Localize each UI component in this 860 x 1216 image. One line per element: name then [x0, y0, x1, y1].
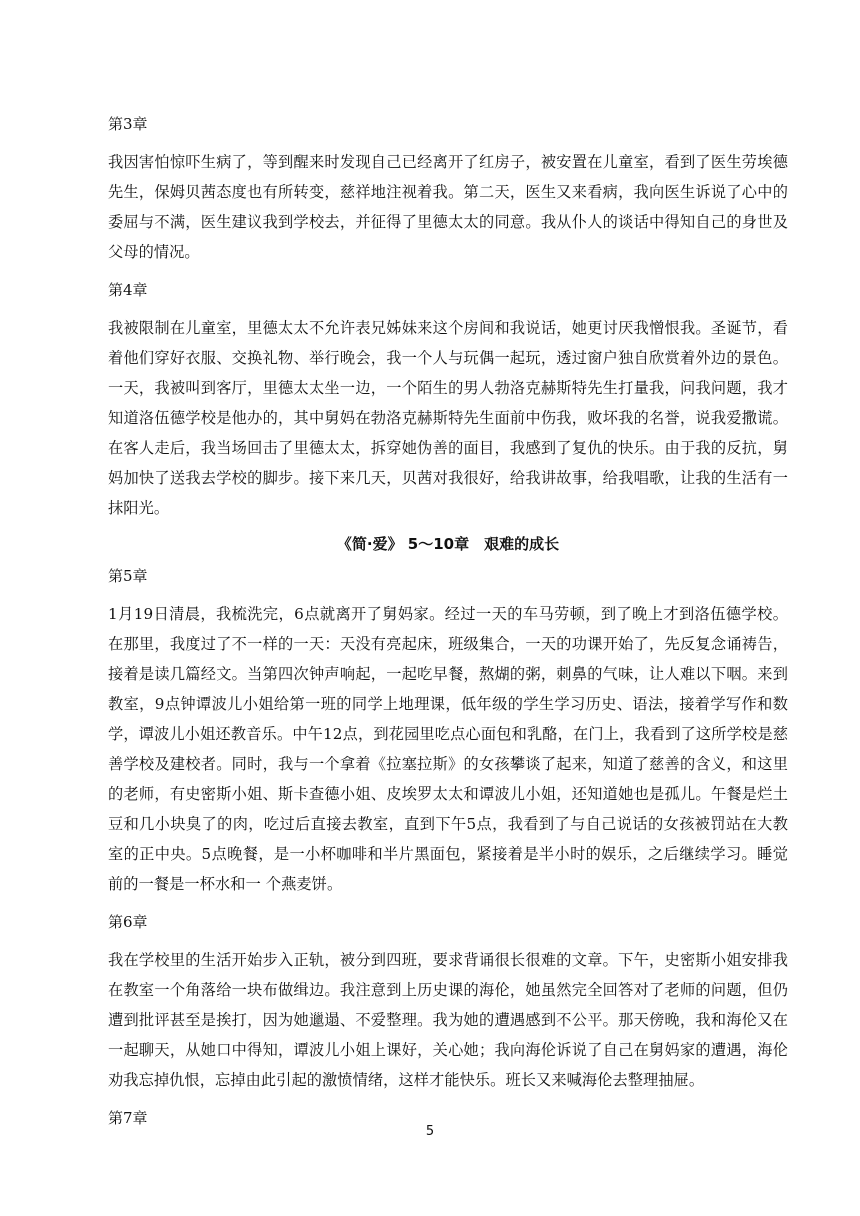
chapter-3-label: 第3章 — [108, 115, 148, 133]
chapter-4-paragraph: 我被限制在儿童室，里德太太不允许表兄姊妹来这个房间和我说话，她更讨厌我憎恨我。圣诞节，看着他们穿好衣服、交换礼物、举行晚会，我一个人与玩偶一起玩，透过窗户独自欣赏着外边的景色。一天，我被叫到客厅，里德太太坐一边，一个陌生的男人勃洛克赫斯特先生打量我，问我问题，我才知道洛伍德学校是他办的，其中舅妈在勃洛克赫斯特先生面前中伤我，败坏我的名誉，说我爱撒谎。在客人走后，我当场回击了里德太太，拆穿她伪善的面目，我感到了复仇的快乐。由于我的反抗，舅妈加快了送我去学校的脚步。接下来几天，贝茜对我很好，给我讲故事，给我唱歌，让我的生活有一抹阳光。 — [108, 319, 788, 517]
chapter-7-label: 第7章 — [108, 1109, 148, 1127]
section-heading: 《简·爱》 5～10章 艰难的成长 — [336, 535, 560, 553]
chapter-5-label: 第5章 — [108, 567, 148, 585]
chapter-6-paragraph: 我在学校里的生活开始步入正轨，被分到四班，要求背诵很长很难的文章。下午，史密斯小姐安排我在教室一个角落给一块布做缉边。我注意到上历史课的海伦，她虽然完全回答对了老师的问题，但仍遭到批评甚至是挨打，因为她邋遢、不爱整理。我为她的遭遇感到不公平。那天傍晚，我和海伦又在一起聊天，从她口中得知，谭波儿小姐上课好，关心她；我向海伦诉说了自己在舅妈家的遭遇，海伦劝我忘掉仇恨，忘掉由此引起的激愤情绪，这样才能快乐。班长又来喊海伦去整理抽屉。 — [108, 951, 788, 1089]
page-content — [108, 109, 788, 1141]
chapter-4-label: 第4章 — [108, 281, 148, 299]
chapter-6-label: 第6章 — [108, 913, 148, 931]
chapter-5-paragraph: 1月19日清晨，我梳洗完，6点就离开了舅妈家。经过一天的车马劳顿，到了晚上才到洛伍德学校。在那里，我度过了不一样的一天：天没有亮起床，班级集合，一天的功课开始了，先反复念诵祷告，接着是读几篇经文。当第四次钟声响起，一起吃早餐，熬煳的粥，刺鼻的气味，让人难以下咽。来到教室，9点钟谭波儿小姐给第一班的同学上地理课，低年级的学生学习历史、语法，接着学写作和数学，谭波儿小姐还教音乐。中午12点，到花园里吃点心面包和乳酪，在门上，我看到了这所学校是慈善学校及建校者。同时，我与一个拿着《拉塞拉斯》的女孩攀谈了起来，知道了慈善的含义，和这里的老师，有史密斯小姐、斯卡查德小姐、皮埃罗太太和谭波儿小姐，还知道她也是孤儿。午餐是烂土豆和几小块臭了的肉，吃过后直接去教室，直到下午5点，我看到了与自己说话的女孩被罚站在大教室的正中央。5点晚餐，是一小杯咖啡和半片黑面包，紧接着是半小时的娱乐，之后继续学习。睡觉前的一餐是一杯水和一 个燕麦饼。 — [108, 605, 788, 893]
page-number: 5 — [425, 1124, 435, 1139]
chapter-3-paragraph: 我因害怕惊吓生病了，等到醒来时发现自己已经离开了红房子，被安置在儿童室，看到了医生劳埃德先生，保姆贝茜态度也有所转变，慈祥地注视着我。第二天，医生又来看病，我向医生诉说了心中的委屈与不满，医生建议我到学校去，并征得了里德太太的同意。我从仆人的谈话中得知自己的身世及父母的情况。 — [108, 153, 788, 261]
